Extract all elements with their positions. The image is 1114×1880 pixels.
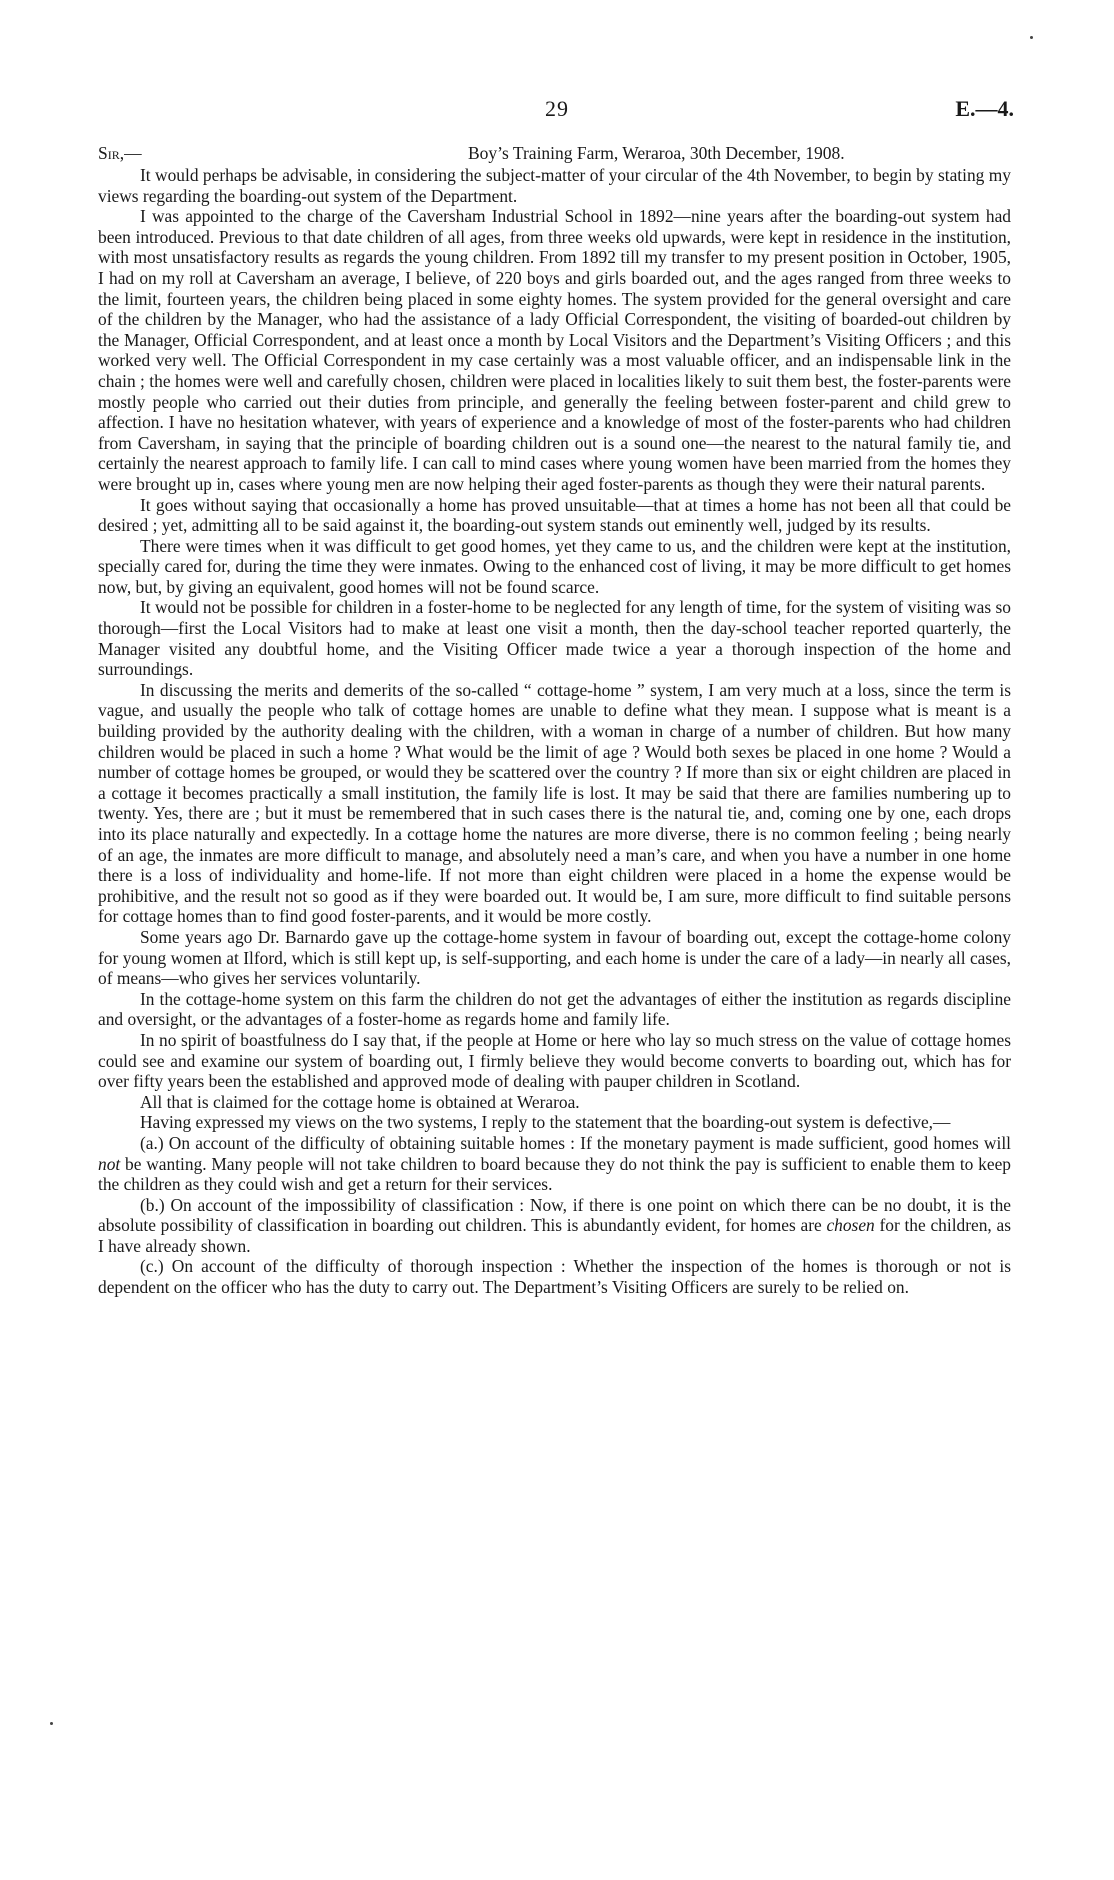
scan-speck — [1030, 36, 1033, 39]
paragraph: There were times when it was difficult to get good homes, yet they came to us, and the children were kept at the institution, specially cared for, during the time they were inmates. Owing to the enhanced cost of living, it may be more difficult to get homes now, but, by giving an equivalent, good homes will not be found scarce. — [98, 535, 1011, 597]
paragraph: In no spirit of boastfulness do I say that, if the people at Home or here who lay so much stress on the value of cottage homes could see and examine our system of boarding out, I firmly believe they would become converts to boarding out, which has for over fifty years been the established and approved mode of dealing with pauper children in Scotland. — [98, 1029, 1011, 1092]
paragraph: In the cottage-home system on this farm the children do not get the advantages of either the institution as regards discipline and oversight, or the advantages of a foster-home as regards home and family life. — [98, 988, 1011, 1030]
paragraph: In discussing the merits and demerits of the so-called “ cottage-home ” system, I am very much at a loss, since the term is vague, and usually the people who talk of cottage homes are unable to define what they mean. I suppose what is meant is a building provided by the authority dealing with the children, with a woman in charge of a number of children. But how many children would be placed in such a home ? What would be the limit of age ? Would both sexes be placed in one home ? Would a number of cottage homes be grouped, or would they be scattered over the country ? If more than six or eight children are placed in a cottage it becomes practically a small institution, the family life is lost. It may be said that there are families numbering up to twenty. Yes, there are ; but it must be remembered that in such cases there is the natural tie, and, coming one by one, each drops into its place naturally and expectedly. In a cottage home the natures are more diverse, there is no common feeling ; being nearly of an age, the inmates are more difficult to manage, and absolutely need a man’s care, and when you have a number in one home there is a loss of individuality and home-life. If not more than eight children were placed in a home the expense would be prohibitive, and the result not so good as if they were boarded out. It would be, I am sure, more difficult to find suitable persons for cottage homes than to find good foster-parents, and it would be more costly. — [98, 679, 1011, 927]
letter-header — [98, 143, 1011, 165]
page-number: 29 — [545, 96, 569, 121]
paragraph: Some years ago Dr. Barnardo gave up the cottage-home system in favour of boarding out, except the cottage-home colony for young women at Ilford, which is still kept up, is self-supporting, and each home is under the care of a lady—in nearly all cases, of means—who gives her services voluntarily. — [98, 926, 1011, 989]
paragraph: It goes without saying that occasionally a home has proved unsuitable—that at times a home has not been all that could be desired ; yet, admitting all to be said against it, the boarding-out system stands out eminently well, judged by its results. — [98, 494, 1011, 536]
list-item-b: (b.) On account of the impossibility of classification : Now, if there is one point on which there can be no doubt, it is the absolute possibility of classification in boarding out children. This is abundantly evident, for homes are chosen for the children, as I have already shown. — [98, 1194, 1011, 1256]
paragraph: Having expressed my views on the two systems, I reply to the statement that the boarding-out system is defective,— — [140, 1112, 951, 1133]
paragraph: All that is claimed for the cottage home is obtained at Weraroa. — [140, 1091, 580, 1112]
list-item-a: (a.) On account of the difficulty of obtaining suitable homes : If the monetary payment is made sufficient, good homes will not be wanting. Many people will not take children to board because they do not think the pay is sufficient to enable them to keep the children as they could wish and get a return for their services. — [98, 1132, 1011, 1195]
dateline: Boy’s Training Farm, Weraroa, 30th December, 1908. — [468, 143, 845, 163]
paragraph: It would perhaps be advisable, in considering the subject-matter of your circular of the 4th November, to begin by stating my views regarding the boarding-out system of the Department. — [98, 165, 1011, 206]
list-item-c: (c.) On account of the difficulty of thorough inspection : Whether the inspection of the homes is thorough or not is dependent on the officer who has the duty to carry out. The Department’s Visiting Officers are surely to be relied on. — [98, 1256, 1011, 1298]
salutation: Sir,— — [98, 143, 142, 163]
list-label: (a.) — [140, 1132, 164, 1153]
letter-body — [98, 165, 1011, 1298]
scan-speck — [50, 1722, 53, 1725]
paragraph: I was appointed to the charge of the Caversham Industrial School in 1892—nine years after the boarding-out system had been introduced. Previous to that date children of all ages, from three weeks old upwards, were kept in residence in the institution, with most unsatisfactory results as regards the young children. From 1892 till my transfer to my present position in October, 1905, I had on my roll at Caversham an average, I believe, of 220 boys and girls boarded out, and the ages ranged from three weeks to the limit, fourteen years, the children being placed in some eighty homes. The system provided for the general oversight and care of the children by the Manager, who had the assistance of a lady Official Correspondent, the visiting of boarded-out children by the Manager, Official Correspondent, and at least once a month by Local Visitors and the Department’s Visiting Officers ; and this worked very well. The Official Correspondent in my case certainly was a most valuable officer, and an indispensable link in the chain ; the homes were well and carefully chosen, children were placed in localities likely to suit them best, the foster-parents were mostly people who carried out their duties from principle, and generally the feeling between foster-parent and child grew to affection. I have no hesitation whatever, with years of experience and a knowledge of most of the foster-parents who had children from Caversham, in saying that the principle of boarding children out is a sound one—the nearest to the natural family tie, and certainly the nearest approach to family life. I can call to mind cases where young women have been married from the homes they were brought up in, cases where young men are now helping their aged foster-parents as though they were their natural parents. — [98, 206, 1011, 494]
series-mark: E.—4. — [955, 96, 1014, 121]
list-label: (b.) — [140, 1194, 165, 1215]
list-label: (c.) — [140, 1256, 164, 1277]
paragraph: It would not be possible for children in a foster-home to be neglected for any length of time, for the system of visiting was so thorough—first the Local Visitors had to make at least one visit a month, then the day-school teacher reported quarterly, the Manager visited any doubtful home, and the Visiting Officer made twice a year a thorough inspection of the home and surroundings. — [98, 597, 1011, 680]
